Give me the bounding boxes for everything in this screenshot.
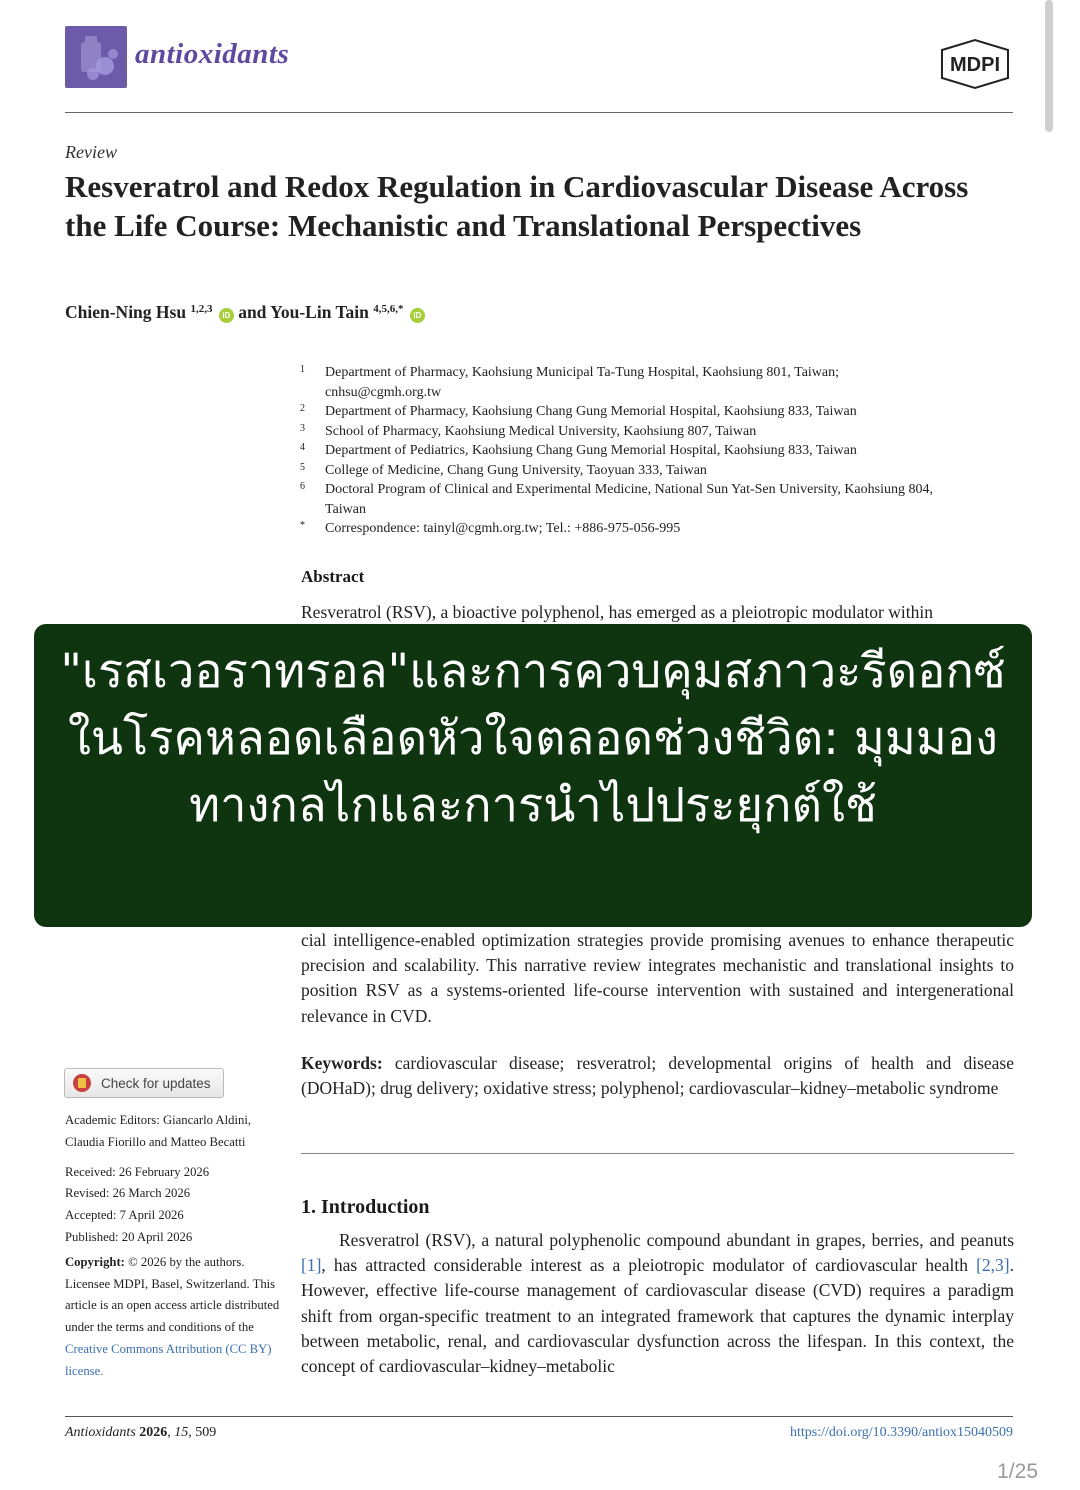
author-affiliation-marks: 4,5,6,*	[373, 303, 404, 315]
journal-name: antioxidants	[135, 38, 290, 70]
section-heading: 1. Introduction	[301, 1196, 430, 1218]
citation-footer: Antioxidants 2026, 15, 509	[65, 1425, 217, 1440]
mdpi-logo	[934, 38, 1016, 95]
affiliation-item	[300, 441, 940, 461]
abstract-heading: Abstract	[301, 567, 365, 586]
header-divider	[65, 112, 1013, 113]
published-date: Published: 20 April 2026	[65, 1229, 193, 1244]
footer-journal: Antioxidants	[65, 1425, 136, 1440]
academic-editors: Academic Editors: Giancarlo Aldini, Claudia Fiorillo and Matteo Becatti	[65, 1113, 252, 1149]
copyright-notice	[65, 1252, 285, 1383]
affiliation-number: 3	[300, 422, 305, 434]
article-type: Review	[65, 142, 117, 162]
citation-link[interactable]: [1]	[301, 1255, 322, 1276]
intro-text: Resveratrol (RSV), a natural polyphenolic compound abundant in grapes, berries, and peanuts	[339, 1230, 1014, 1250]
affiliation-number: 2	[300, 403, 305, 414]
affiliation-item	[300, 422, 940, 442]
footer-volume: 15	[174, 1425, 189, 1440]
translation-overlay	[34, 624, 1032, 927]
license-link[interactable]: Creative Commons Attribution (CC BY) license.	[65, 1341, 272, 1378]
bookmark-icon	[73, 1074, 91, 1092]
affiliation-item	[300, 461, 940, 481]
affiliation-text: School of Pharmacy, Kaohsiung Medical University, Kaohsiung 807, Taiwan	[325, 423, 757, 439]
introduction-paragraph	[301, 1228, 1014, 1379]
page-indicator: 1/25	[997, 1460, 1038, 1483]
scrollbar-thumb[interactable]	[1045, 0, 1053, 132]
author-name[interactable]: Chien-Ning Hsu	[65, 302, 187, 322]
revised-date: Revised: 26 March 2026	[65, 1186, 191, 1201]
copyright-label: Copyright:	[65, 1254, 125, 1269]
citation-link[interactable]: [2,3]	[976, 1255, 1010, 1276]
keywords	[301, 1051, 1014, 1101]
author-list	[65, 302, 425, 323]
abstract-text-continued: cial intelligence-enabled optimization strategies provide promising avenues to enhance therapeutic precision and scalability. This narrative review integrates mechanistic and translational insights to position RSV as a systems-oriented life-course intervention with sustained and intergenerational relevance in CVD.	[301, 930, 1014, 1026]
mdpi-logo-text: MDPI	[950, 54, 1000, 76]
journal-logo	[65, 26, 127, 88]
affiliation-text: Doctoral Program of Clinical and Experimental Medicine, National Sun Yat-Sen University, Kaohsiung 804, Taiwan	[325, 482, 933, 517]
affiliation-text: Department of Pediatrics, Kaohsiung Chang Gung Memorial Hospital, Kaohsiung 833, Taiwan	[325, 443, 857, 458]
affiliation-text: College of Medicine, Chang Gung University, Taoyuan 333, Taiwan	[325, 462, 707, 478]
footer-year: 2026	[139, 1425, 168, 1440]
article-title: Resveratrol and Redox Regulation in Cardiovascular Disease Across the Life Course: Mechanistic and Translational Perspectives	[65, 169, 969, 243]
affiliation-text: Department of Pharmacy, Kaohsiung Chang Gung Memorial Hospital, Kaohsiung 833, Taiwan	[325, 404, 857, 419]
translation-text: "เรสเวอราทรอล"และการควบคุมสภาวะรีดอกซ์ในโรคหลอดเลือดหัวใจตลอดช่วงชีวิต: มุมมองทางกลไกและการนำไปประยุกต์ใช้	[60, 644, 1006, 833]
orcid-icon[interactable]: iD	[219, 308, 234, 323]
footer-article-number: 509	[195, 1425, 217, 1440]
received-date: Received: 26 February 2026	[65, 1164, 210, 1179]
keywords-list: cardiovascular disease; resveratrol; developmental origins of health and disease (DOHaD); drug delivery; oxidative stress; polyphenol; cardiovascular–kidney–metabolic syndrome	[301, 1053, 1015, 1099]
affiliation-list	[300, 363, 940, 539]
author-affiliation-marks: 1,2,3	[190, 303, 213, 315]
footer-divider	[65, 1416, 1013, 1417]
keywords-label: Keywords:	[301, 1053, 383, 1073]
affiliation-text: Department of Pharmacy, Kaohsiung Municipal Ta-Tung Hospital, Kaohsiung 801, Taiwan; cnhsu@cgmh.org.tw	[325, 365, 840, 400]
affiliation-item	[300, 363, 940, 402]
affiliation-number: *	[300, 520, 305, 531]
author-name[interactable]: You-Lin Tain	[270, 302, 369, 322]
intro-text: , has attracted considerable interest as a pleiotropic modulator of cardiovascular health	[321, 1255, 968, 1276]
author-connector: and	[238, 302, 267, 322]
affiliation-number: 5	[300, 461, 305, 473]
accepted-date: Accepted: 7 April 2026	[65, 1208, 184, 1223]
affiliation-item	[300, 402, 940, 422]
affiliation-number: 6	[300, 481, 305, 492]
affiliation-item	[300, 480, 940, 519]
check-updates-label: Check for updates	[101, 1075, 211, 1091]
check-updates-button[interactable]	[64, 1068, 224, 1098]
correspondence-text: Correspondence: tainyl@cgmh.org.tw; Tel.: +886-975-056-995	[325, 521, 681, 536]
copyright-text: © 2026 by the authors. Licensee MDPI, Basel, Switzerland. This article is an open access article distributed under the terms and conditions of the	[65, 1254, 280, 1335]
correspondence-item	[300, 519, 940, 539]
intro-text: . However, effective life-course management of cardiovascular disease (CVD) requires a paradigm shift from organ-specific treatment to an integrated framework that captures the dynamic interplay between metabolic, renal, and cardiovascular dysfunction across the lifespan. In this context, the concept of cardiovascular–kidney–metabolic	[301, 1255, 1015, 1377]
affiliation-number: 4	[300, 442, 305, 453]
orcid-icon[interactable]: iD	[410, 308, 425, 323]
article-sidebar	[65, 1110, 285, 1383]
abstract-text: Resveratrol (RSV), a bioactive polyphenol, has emerged as a pleiotropic modulator within	[301, 602, 933, 622]
affiliation-number: 1	[300, 364, 305, 375]
section-divider	[301, 1153, 1014, 1154]
doi-link[interactable]: https://doi.org/10.3390/antiox15040509	[790, 1425, 1013, 1440]
